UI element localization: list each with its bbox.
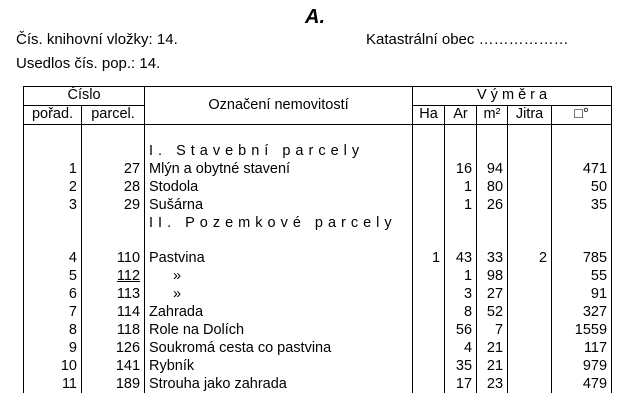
cell-parcel: 28 bbox=[82, 178, 145, 196]
section-heading: I. Stavební parcely bbox=[145, 143, 413, 161]
cell-ha bbox=[413, 304, 445, 322]
cell-jitra: 2 bbox=[508, 250, 552, 268]
cell-ar: 8 bbox=[445, 304, 477, 322]
cell-sah: 55 bbox=[552, 268, 612, 286]
cell-ar: 56 bbox=[445, 322, 477, 340]
cell-parcel: 141 bbox=[82, 357, 145, 375]
table-row bbox=[24, 339, 612, 357]
cell-m2: 52 bbox=[477, 304, 508, 322]
cell-name: Zahrada bbox=[145, 304, 413, 322]
vlozka-label: Čís. knihovní vložky: 14. bbox=[16, 31, 178, 48]
cell-m2: 21 bbox=[477, 339, 508, 357]
cell-jitra bbox=[508, 322, 552, 340]
header-ar: Ar bbox=[445, 105, 477, 124]
spacer-row bbox=[24, 232, 612, 250]
cell-name: Sušárna bbox=[145, 196, 413, 214]
cell-sah: 471 bbox=[552, 161, 612, 179]
cell-name: Strouha jako zahrada bbox=[145, 375, 413, 393]
cell-parcel bbox=[82, 268, 145, 286]
table-row bbox=[24, 196, 612, 214]
cell-m2: 26 bbox=[477, 196, 508, 214]
table-row bbox=[24, 375, 612, 393]
cell-porad: 8 bbox=[24, 322, 82, 340]
cell-jitra bbox=[508, 178, 552, 196]
cell-name: Role na Dolích bbox=[145, 322, 413, 340]
cell-m2: 98 bbox=[477, 268, 508, 286]
cell-ar: 16 bbox=[445, 161, 477, 179]
cell-ha bbox=[413, 268, 445, 286]
cell-jitra bbox=[508, 339, 552, 357]
cell-m2: 33 bbox=[477, 250, 508, 268]
table-row bbox=[24, 322, 612, 340]
cell-jitra bbox=[508, 161, 552, 179]
cell-m2: 80 bbox=[477, 178, 508, 196]
cell-ar: 3 bbox=[445, 286, 477, 304]
cell-sah: 50 bbox=[552, 178, 612, 196]
cell-sah: 117 bbox=[552, 339, 612, 357]
table-row bbox=[24, 304, 612, 322]
cell-ha bbox=[413, 178, 445, 196]
cell-name: » bbox=[145, 286, 413, 304]
header-parcel: parcel. bbox=[82, 105, 145, 124]
cell-porad: 3 bbox=[24, 196, 82, 214]
cell-jitra bbox=[508, 268, 552, 286]
cell-ar: 1 bbox=[445, 196, 477, 214]
cell-ar: 1 bbox=[445, 178, 477, 196]
usedlost-label: Usedlos čís. pop.: 14. bbox=[16, 55, 161, 72]
cell-ha bbox=[413, 286, 445, 304]
cell-name: Pastvina bbox=[145, 250, 413, 268]
cell-parcel: 189 bbox=[82, 375, 145, 393]
cell-sah: 785 bbox=[552, 250, 612, 268]
cell-name: Rybník bbox=[145, 357, 413, 375]
cell-jitra bbox=[508, 196, 552, 214]
document-title: A. bbox=[305, 6, 325, 28]
cell-ar: 4 bbox=[445, 339, 477, 357]
section-row bbox=[24, 214, 612, 232]
header-vymera: V ý m ě r a bbox=[413, 87, 612, 106]
cell-ha bbox=[413, 322, 445, 340]
cell-m2: 7 bbox=[477, 322, 508, 340]
table-row bbox=[24, 268, 612, 286]
cell-parcel: 27 bbox=[82, 161, 145, 179]
cell-ar: 43 bbox=[445, 250, 477, 268]
header-ha: Ha bbox=[413, 105, 445, 124]
section-row bbox=[24, 143, 612, 161]
cell-jitra bbox=[508, 357, 552, 375]
table-row bbox=[24, 250, 612, 268]
cell-porad: 9 bbox=[24, 339, 82, 357]
cell-m2: 21 bbox=[477, 357, 508, 375]
cell-name: » bbox=[145, 268, 413, 286]
cell-name: Mlýn a obytné stavení bbox=[145, 161, 413, 179]
cell-name: Soukromá cesta co pastvina bbox=[145, 339, 413, 357]
cell-sah: 35 bbox=[552, 196, 612, 214]
cell-ha bbox=[413, 339, 445, 357]
cell-ha bbox=[413, 375, 445, 393]
cell-parcel: 126 bbox=[82, 339, 145, 357]
cell-m2: 94 bbox=[477, 161, 508, 179]
cell-porad: 4 bbox=[24, 250, 82, 268]
cell-parcel: 113 bbox=[82, 286, 145, 304]
table-row bbox=[24, 357, 612, 375]
table-row bbox=[24, 161, 612, 179]
cell-ar: 17 bbox=[445, 375, 477, 393]
table-row bbox=[24, 286, 612, 304]
cell-porad: 7 bbox=[24, 304, 82, 322]
header-sah: □° bbox=[552, 105, 612, 124]
cell-jitra bbox=[508, 286, 552, 304]
parcel-register-table bbox=[23, 86, 612, 393]
cell-parcel: 29 bbox=[82, 196, 145, 214]
cell-porad: 1 bbox=[24, 161, 82, 179]
cell-porad: 10 bbox=[24, 357, 82, 375]
cell-sah: 479 bbox=[552, 375, 612, 393]
section-heading: II. Pozemkové parcely bbox=[145, 214, 413, 232]
cell-ha bbox=[413, 357, 445, 375]
cell-sah: 979 bbox=[552, 357, 612, 375]
cell-m2: 27 bbox=[477, 286, 508, 304]
cell-ha bbox=[413, 161, 445, 179]
cell-parcel: 114 bbox=[82, 304, 145, 322]
cell-ar: 1 bbox=[445, 268, 477, 286]
header-cislo: Číslo bbox=[24, 87, 145, 106]
cell-ha: 1 bbox=[413, 250, 445, 268]
cell-porad: 5 bbox=[24, 268, 82, 286]
header-oznaceni: Označení nemovitostí bbox=[145, 87, 413, 125]
parcel-underlined: 112 bbox=[116, 268, 141, 285]
cell-sah: 91 bbox=[552, 286, 612, 304]
header-porad: pořad. bbox=[24, 105, 82, 124]
cell-m2: 23 bbox=[477, 375, 508, 393]
header-m2: m² bbox=[477, 105, 508, 124]
cell-sah: 327 bbox=[552, 304, 612, 322]
cell-porad: 11 bbox=[24, 375, 82, 393]
cell-ha bbox=[413, 196, 445, 214]
cell-porad: 2 bbox=[24, 178, 82, 196]
cell-parcel: 110 bbox=[82, 250, 145, 268]
header-jitra: Jitra bbox=[508, 105, 552, 124]
cell-ar: 35 bbox=[445, 357, 477, 375]
cell-sah: 1559 bbox=[552, 322, 612, 340]
spacer-row bbox=[24, 124, 612, 142]
cell-parcel: 118 bbox=[82, 322, 145, 340]
cell-name: Stodola bbox=[145, 178, 413, 196]
cell-jitra bbox=[508, 375, 552, 393]
header-row-1 bbox=[24, 87, 612, 106]
cell-porad: 6 bbox=[24, 286, 82, 304]
katastralni-obec-label: Katastrální obec ……………… bbox=[366, 31, 569, 48]
cell-jitra bbox=[508, 304, 552, 322]
table-row bbox=[24, 178, 612, 196]
